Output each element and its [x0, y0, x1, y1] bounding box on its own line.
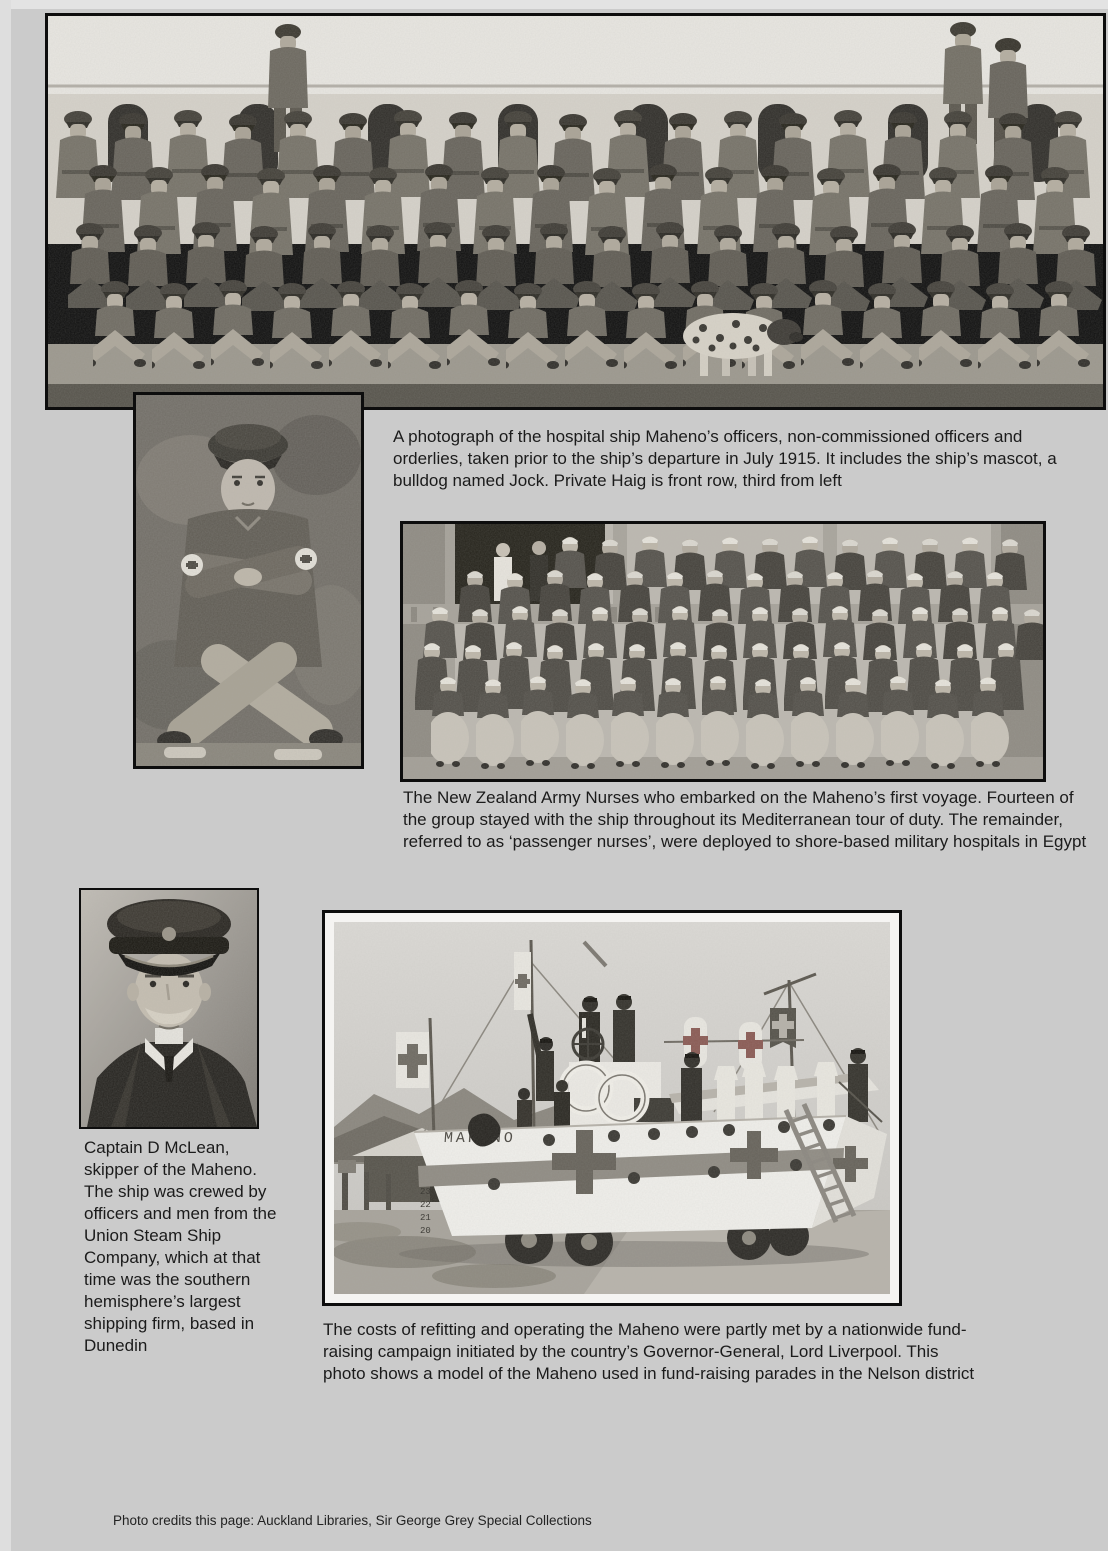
caption-nurses-group: The New Zealand Army Nurses who embarked on the Maheno’s first voyage. Fourteen of the group stayed with the ship throughout its Mediterranean tour of duty. The remainder, referred to as ‘passenger nurses’, were deployed to shore-based military hospitals in Egypt	[403, 788, 1087, 851]
model-ship-illustration	[334, 922, 890, 1294]
private-haig-illustration	[136, 395, 361, 766]
captain-mclean-illustration	[81, 890, 257, 1127]
photo-grain	[48, 16, 1103, 407]
caption-model-ship: The costs of refitting and operating the Maheno were partly met by a nationwide fund-raising campaign initiated by the country’s Governor-General, Lord Liverpool. This photo shows a model of the Maheno used in fund-raising parades in the Nelson district	[323, 1320, 975, 1383]
photo-credits: Photo credits this page: Auckland Libraries, Sir George Grey Special Collections	[113, 1513, 592, 1528]
photo-grain	[403, 524, 1043, 779]
photo-model-ship	[322, 910, 902, 1306]
photo-nurses-group	[400, 521, 1046, 782]
photo-captain-mclean	[79, 888, 259, 1129]
page-edge-left	[0, 0, 11, 1551]
page-edge-top	[0, 0, 1108, 9]
photo-officers-group	[45, 13, 1106, 410]
photo-grain	[136, 395, 361, 766]
nurses-group-illustration	[403, 524, 1043, 779]
officers-group-illustration	[48, 16, 1103, 407]
caption-captain-mclean: Captain D McLean, skipper of the Maheno. The ship was crewed by officers and men from the Union Steam Ship Company, which at that time was the southern hemisphere’s largest shipping firm, based in Dunedin	[84, 1138, 277, 1355]
photo-grain	[81, 890, 257, 1127]
caption-officers-group: A photograph of the hospital ship Maheno’s officers, non-commissioned officers and orderlies, taken prior to the ship’s departure in July 1915. It includes the ship’s mascot, a bulldog named Jock. Private Haig is front row, third from left	[393, 427, 1057, 490]
photo-private-haig	[133, 392, 364, 769]
photo-grain	[334, 922, 890, 1294]
